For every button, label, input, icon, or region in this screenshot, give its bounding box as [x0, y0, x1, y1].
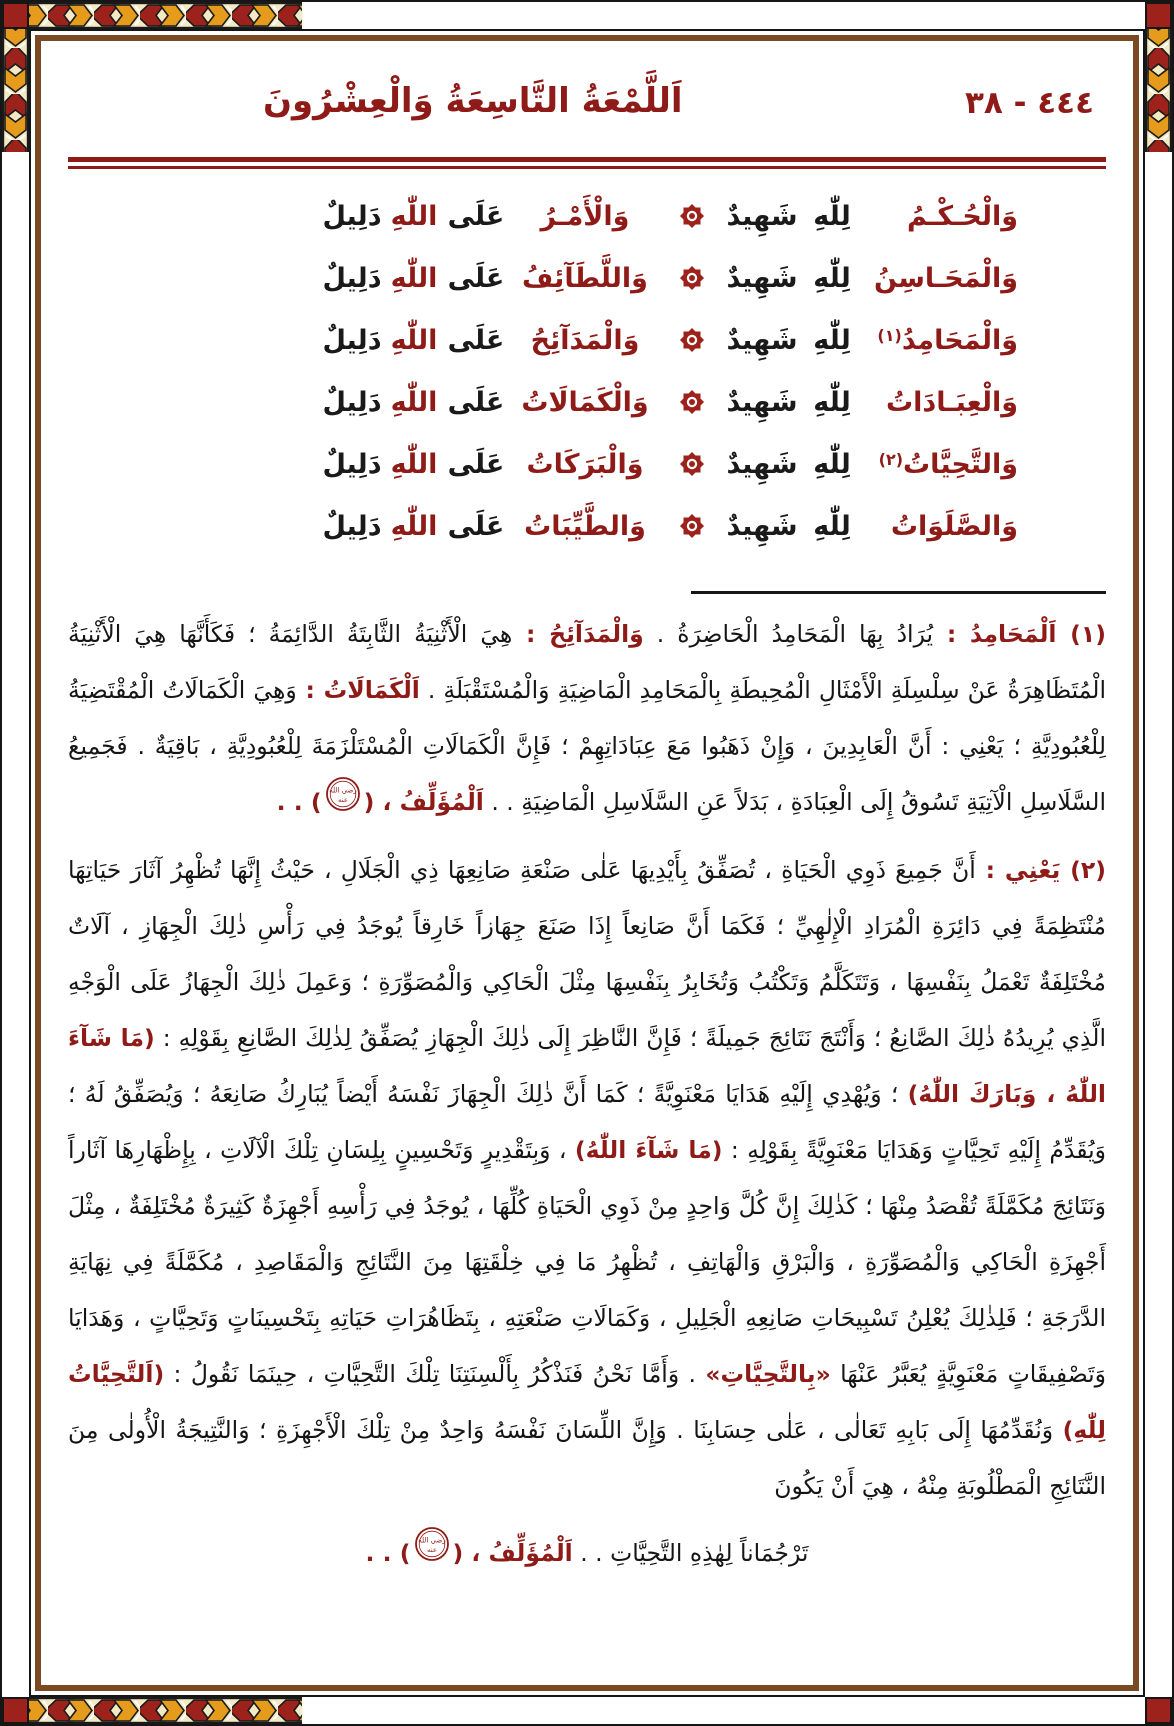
author-seal-icon — [414, 1525, 450, 1583]
footnote-text-segment: اَلْمُؤَلِّفُ ، ( — [452, 1538, 573, 1567]
page-body — [44, 43, 1130, 1683]
poem-word-predicate: وَالْبَرَكَاتُ — [526, 448, 644, 480]
poem-word-lillah: لِلّٰهِ — [813, 448, 851, 480]
poem-word-subject: وَالتَّحِيَّاتُ$^{(٢)}$ — [878, 448, 1018, 480]
poem-word-ala: عَلَى — [447, 386, 505, 418]
footnote-text-segment: «بِالتَّحِيَّاتِ» — [705, 1359, 831, 1388]
svg-text:رضي الله: رضي الله — [328, 786, 357, 794]
page-number: ٤٤٤ - ٣٨ — [964, 85, 1094, 121]
footnote-text-segment: ، وَبِتَقْدِيرٍ وَتَحْسِينٍ بِلِسَانِ تِلْكَ الْآلَاتِ ، بِإِظْهَارِهَا آثَاراً وَنَتَائِجَ مُكَمَّلَةً تُقْصَدُ مِنْهَا ؛ كَذٰلِكَ إِنَّ كُلَّ وَاحِدٍ مِنْ ذَوِي الْحَيَاةِ كُلِّهَا ، يُوجَدُ فِي رَأْسِهِ أَجْهِزَةٌ كَثِيرَةٌ مُخْتَلِفَةٌ ، مِثْلَ أَجْهِزَةِ الْحَاكِي وَالْمُصَوِّرَةِ ، وَالْبَرْقِ وَالْهَاتِفِ ، تُظْهِرُ مَا فِي خِلْقَتِهَا مِنَ النَّتَائِجِ وَالْمَقَاصِدِ ، مُكَمَّلَةً فِي نِهَايَةِ الدَّرَجَةِ ؛ فَلِذٰلِكَ يُعْلِنُ تَسْبِيحَاتِ صَانِعِهِ الْجَلِيلِ ، وَكَمَالَاتِ صَنْعَتِهِ ، بِتَظَاهُرَاتِ حَيَاتِهِ بِتَحْسِينَاتٍ وَتَحِيَّاتٍ ، وَهَدَايَا وَتَصْفِيقَاتٍ مَعْنَوِيَّةٍ يُعَبَّرُ عَنْهَا — [68, 1135, 1106, 1388]
poem-word-shahid: شَهِيدٌ — [726, 200, 798, 232]
poem-word-subject: وَالْحُـكْـمُ — [907, 200, 1018, 232]
poem-word-dalil: دَلِيلٌ — [322, 510, 382, 542]
footnote-paragraph — [68, 842, 1106, 1514]
footnote-closing-line — [68, 1524, 1106, 1584]
poem-word-lillah: لِلّٰهِ — [813, 262, 851, 294]
footnote-text-segment: يُرَادُ بِهَا الْمَحَامِدُ الْحَاضِرَةُ . — [643, 620, 934, 648]
svg-text:عنه: عنه — [426, 1546, 437, 1554]
poem-line — [322, 371, 1018, 433]
author-seal-icon — [325, 776, 361, 832]
poem-word-predicate: وَالطَّيِّبَاتُ — [524, 510, 646, 542]
footnote-marker: (١) — [877, 325, 902, 345]
footnote-text-segment: ) . . — [365, 1538, 411, 1567]
poem-word-allah: اللّٰهِ — [390, 448, 438, 480]
footnote-marker: (٢) — [878, 449, 904, 469]
poem-word-allah: اللّٰهِ — [390, 262, 438, 294]
rub-el-hizb-ornament-icon — [664, 323, 720, 357]
decorative-border-bottom — [2, 1697, 302, 1724]
footnote-text-segment: اَلْمُؤَلِّفُ ، ( — [363, 788, 484, 816]
svg-text:رضي الله: رضي الله — [417, 1536, 446, 1545]
footnote-text-segment: هِيَ الْأَثْنِيَةُ الثَّابِتَةُ الدَّائِمَةُ ؛ فَكَأَنَّهَا هِيَ الْأَثْنِيَةُ الْمُتَظَاهِرَةُ عَنْ سِلْسِلَةِ الْأَمْثَالِ الْمُحِيطَةِ بِالْمَحَامِدِ الْمَاضِيَةِ وَالْمُسْتَقْبَلَةِ . — [68, 620, 1106, 704]
rub-el-hizb-ornament-icon — [664, 385, 720, 419]
frame-corner-icon — [2, 2, 29, 29]
footnote-text-segment: (١) اَلْمَحَامِدُ : — [933, 620, 1107, 648]
rub-el-hizb-ornament-icon — [664, 509, 720, 543]
poem-word-shahid: شَهِيدٌ — [726, 262, 798, 294]
footnotes-section — [68, 606, 1106, 1583]
poem-line — [322, 247, 1018, 309]
page-title: اَللَّمْعَةُ التَّاسِعَةُ وَالْعِشْرُونَ — [263, 81, 683, 121]
poem-word-ala: عَلَى — [447, 262, 505, 294]
footnote-text-segment: ؛ وَيُهْدِي إِلَيْهِ هَدَايَا مَعْنَوِيَّةً ؛ كَمَا أَنَّ ذٰلِكَ الْجِهَازَ نَفْسَهُ أَيْضاً يُبَارِكُ صَانِعَهُ ؛ وَيُصَفِّقُ لَهُ ؛ وَيُقَدِّمُ إِلَيْهِ تَحِيَّاتٍ وَهَدَايَا مَعْنَوِيَّةً بِقَوْلِهِ : — [68, 1079, 1106, 1164]
footnote-text-segment: ) . . — [276, 788, 322, 816]
rub-el-hizb-ornament-icon — [664, 447, 720, 481]
footnote-separator — [691, 591, 1106, 594]
svg-text:عنه: عنه — [337, 795, 348, 804]
footnote-paragraph — [68, 606, 1106, 832]
poem-word-allah: اللّٰهِ — [390, 510, 438, 542]
poem-word-predicate: وَالْكَمَالَاتُ — [521, 386, 649, 418]
poem-word-ala: عَلَى — [447, 324, 505, 356]
footnote-text-segment: أَنَّ جَمِيعَ ذَوِي الْحَيَاةِ ، تُصَفِّقُ بِأَيْدِيهَا عَلٰى صَنْعَةِ صَانِعِهَا ذِي الْجَلَالِ ، حَيْثُ إِنَّهَا تُظْهِرُ آثَارَ حَيَاتِهَا مُنْتَظِمَةً فِي دَائِرَةِ الْمُرَادِ الْإِلٰهِيِّ ؛ فَكَمَا أَنَّ صَانِعاً إِذَا صَنَعَ جِهَازاً خَارِقاً يُوجَدُ فِي رَأْسِ ذٰلِكَ الْجِهَازِ ، آلَاتٌ مُخْتَلِفَةٌ تَعْمَلُ بِنَفْسِهَا ، وَتَتَكَلَّمُ وَتَكْتُبُ وَتُخَابِرُ بِنَفْسِهَا مِثْلَ الْحَاكِي وَالْمُصَوِّرَةِ ؛ وَعَمِلَ ذٰلِكَ الْجِهَازُ عَلَى الْوَجْهِ الَّذِي يُرِيدُهُ ذٰلِكَ الصَّانِعُ ؛ وَأَنْتَجَ نَتَائِجَ جَمِيلَةً ؛ فَإِنَّ النَّاظِرَ إِلَى ذٰلِكَ الْجِهَازِ يُصَفِّقُ لِذٰلِكَ الصَّانِعِ بِقَوْلِهِ : — [68, 855, 1106, 1052]
footnote-text-segment: (مَا شَآءَ اللّٰهُ ، وَبَارَكَ اللّٰهُ) — [68, 1023, 1106, 1108]
poem-line — [322, 495, 1018, 557]
rub-el-hizb-ornament-icon — [664, 199, 720, 233]
poem-word-allah: اللّٰهِ — [390, 200, 438, 232]
poem-word-ala: عَلَى — [447, 448, 505, 480]
poem-line — [322, 309, 1018, 371]
poem-word-subject: وَالصَّلَوَاتُ — [890, 510, 1018, 542]
poem-word-dalil: دَلِيلٌ — [322, 262, 382, 294]
poem-word-dalil: دَلِيلٌ — [322, 386, 382, 418]
poem-word-allah: اللّٰهِ — [390, 386, 438, 418]
poem-word-dalil: دَلِيلٌ — [322, 324, 382, 356]
poem-word-lillah: لِلّٰهِ — [813, 510, 851, 542]
poem-line — [322, 185, 1018, 247]
rub-el-hizb-ornament-icon — [664, 261, 720, 295]
poem-word-subject: وَالْمَحَـاسِنُ — [874, 262, 1018, 294]
poem-word-lillah: لِلّٰهِ — [813, 324, 851, 356]
footnote-text-segment: وَنُقَدِّمُهَا إِلَى بَابِهِ تَعَالٰى ، عَلٰى حِسَابِنَا . وَإِنَّ اللِّسَانَ نَفْسَهُ وَاحِدٌ مِنْ تِلْكَ الْأَجْهِزَةِ ؛ وَالنَّتِيجَةُ الْأُولٰى مِنَ النَّتَائِجِ الْمَطْلُوبَةِ مِنْهُ ، هِيَ أَنْ يَكُونَ — [68, 1415, 1106, 1500]
page-header — [68, 59, 1106, 151]
decorative-border-top — [2, 2, 302, 29]
poem-word-shahid: شَهِيدٌ — [726, 324, 798, 356]
poem-word-shahid: شَهِيدٌ — [726, 448, 798, 480]
footnote-text-segment: وَالْمَدَآئِحُ : — [512, 620, 644, 648]
poem-line — [322, 433, 1018, 495]
footnote-text-segment: تَرْجُمَاناً لِهٰذِهِ التَّحِيَّاتِ . . — [572, 1538, 809, 1567]
frame-corner-icon — [1145, 2, 1172, 29]
frame-corner-icon — [1145, 1697, 1172, 1724]
footnote-text-segment: اَلْكَمَالَاتُ : — [296, 676, 420, 704]
poem-word-shahid: شَهِيدٌ — [726, 510, 798, 542]
footnote-text-segment: (٢) يَعْنِي : — [975, 855, 1106, 884]
poem-word-dalil: دَلِيلٌ — [322, 448, 382, 480]
poem-word-lillah: لِلّٰهِ — [813, 386, 851, 418]
footnote-text-segment: وَهِيَ الْكَمَالَاتُ الْمُقْتَضِيَةُ لِلْعُبُودِيَّةِ ؛ يَعْنِي : أَنَّ الْعَابِدِينَ ، وَإِنْ ذَهَبُوا مَعَ عِبَادَاتِهِمْ ؛ فَإِنَّ الْكَمَالَاتِ الْمُسْتَلْزَمَةَ لِلْعُبُودِيَّةِ ، بَاقِيَةٌ . فَجَمِيعُ السَّلَاسِلِ الْآتِيَةِ تَسُوقُ إِلَى الْعِبَادَةِ ، بَدَلاً عَنِ السَّلَاسِلِ الْمَاضِيَةِ . . — [68, 676, 1106, 816]
poem-section — [322, 185, 1018, 557]
header-double-rule — [68, 157, 1106, 169]
poem-word-lillah: لِلّٰهِ — [813, 200, 851, 232]
footnote-text-segment: (اَلتَّحِيَّاتُ لِلّٰهِ) — [68, 1359, 1106, 1444]
poem-word-subject: وَالْعِبَـادَاتُ — [885, 386, 1018, 418]
poem-word-predicate: وَالْمَدَآئِحُ — [530, 324, 640, 356]
poem-word-predicate: وَاللَّطَآئِفُ — [522, 262, 648, 294]
poem-word-allah: اللّٰهِ — [390, 324, 438, 356]
footnote-text-segment: (مَا شَآءَ اللّٰهُ) — [574, 1135, 723, 1164]
footnote-text-segment: . وَأَمَّا نَحْنُ فَنَذْكُرُ بِأَلْسِنَتِنَا تِلْكَ التَّحِيَّاتِ ، حِينَمَا نَقُولُ : — [164, 1359, 706, 1388]
poem-word-dalil: دَلِيلٌ — [322, 200, 382, 232]
poem-word-ala: عَلَى — [447, 200, 505, 232]
poem-word-subject: وَالْمَحَامِدُ$^{(١)}$ — [877, 324, 1018, 356]
frame-corner-icon — [2, 1697, 29, 1724]
poem-word-predicate: وَالْأَمْـرُ — [540, 200, 630, 232]
poem-word-ala: عَلَى — [447, 510, 505, 542]
poem-word-shahid: شَهِيدٌ — [726, 386, 798, 418]
